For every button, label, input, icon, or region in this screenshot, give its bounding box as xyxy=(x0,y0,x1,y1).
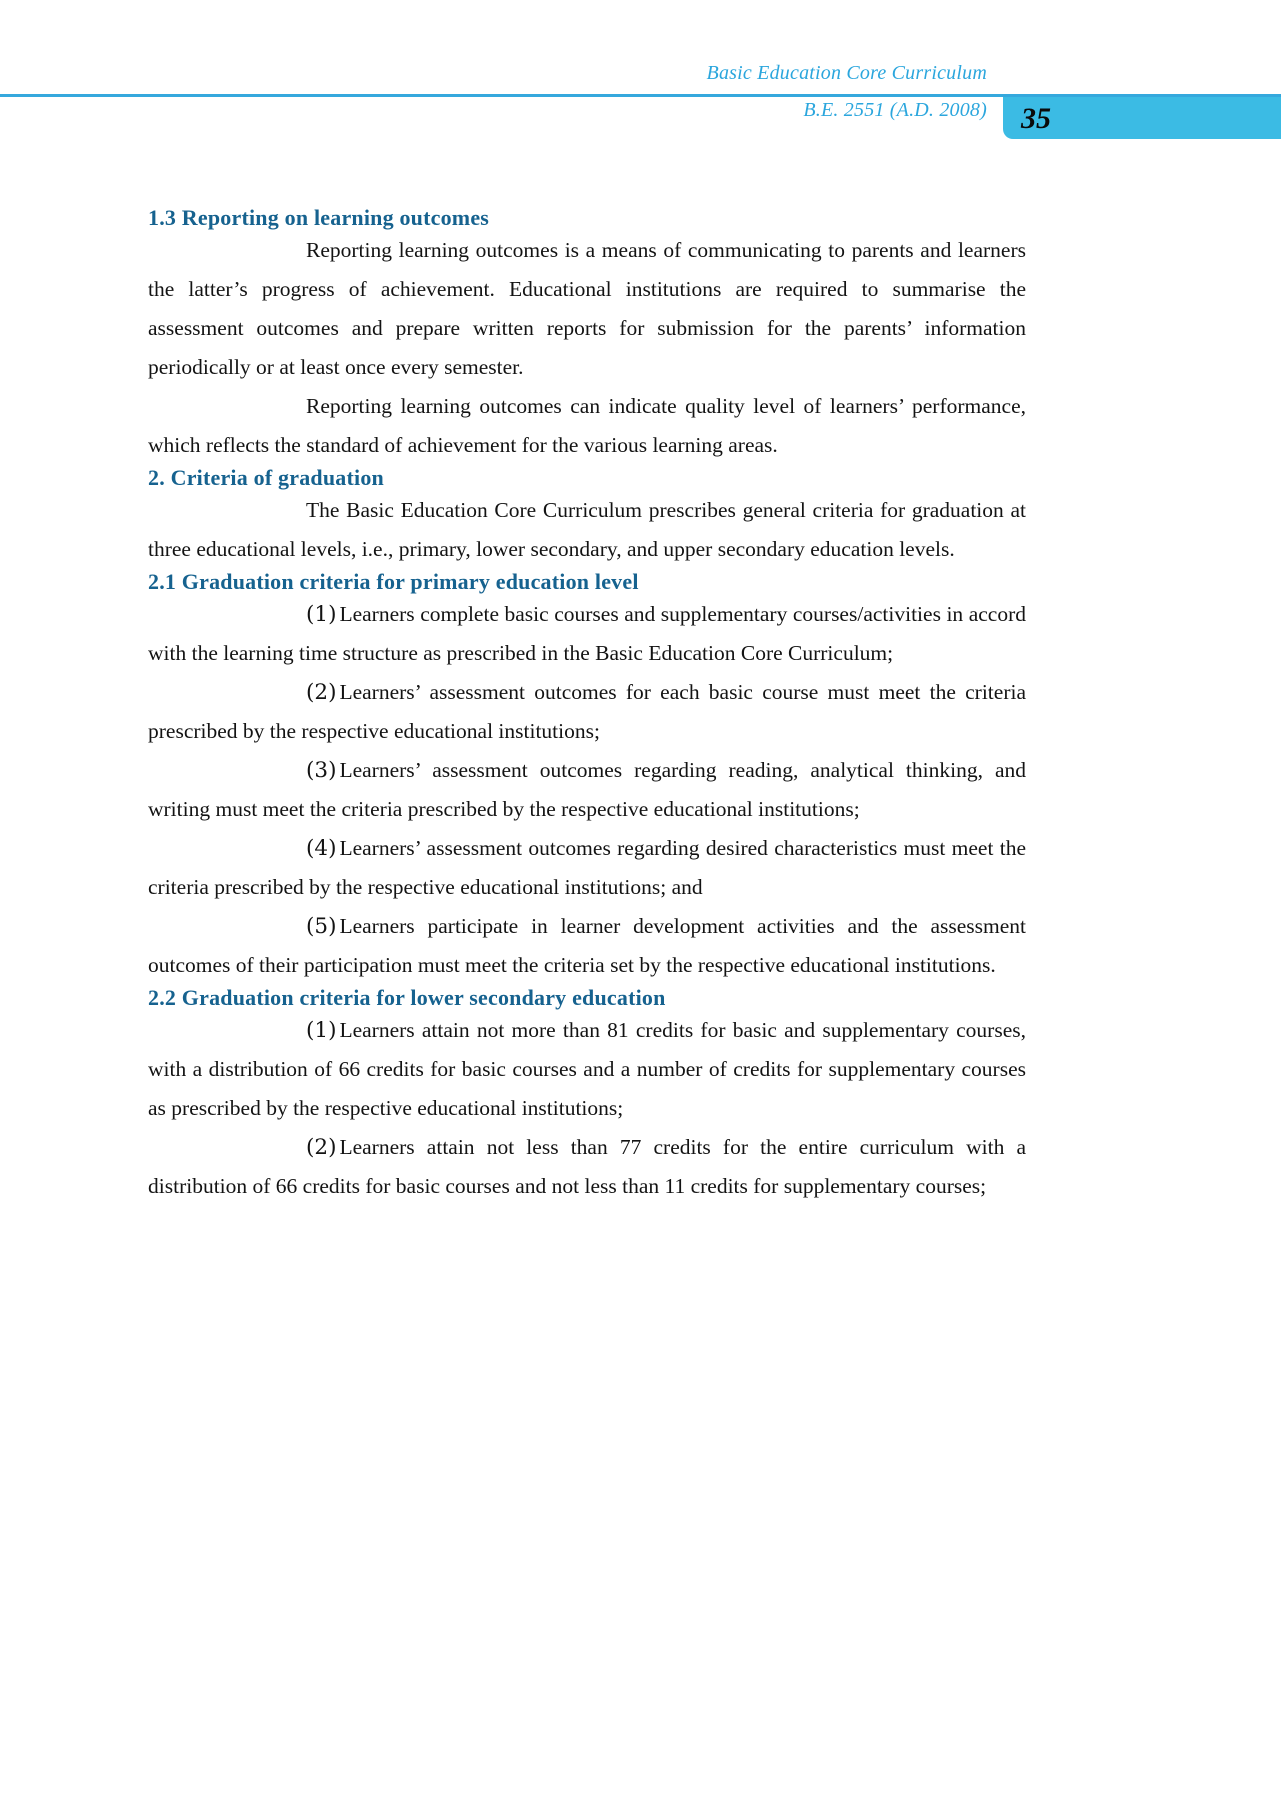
lower-secondary-item-1 xyxy=(148,1011,1026,1128)
primary-item-1 xyxy=(148,595,1026,673)
primary-item-2-text: Learners’ assessment outcomes for each basic course must meet the criteria prescribed by the respective educational institutions; xyxy=(148,680,1026,743)
primary-item-5 xyxy=(148,907,1026,985)
primary-item-1-text: Learners complete basic courses and supplementary courses/activities in accord with the learning time structure as prescribed in the Basic Education Core Curriculum; xyxy=(148,602,1026,665)
primary-item-5-text: Learners participate in learner development activities and the assessment outcomes of their participation must meet the criteria set by the respective educational institutions. xyxy=(148,914,1026,977)
page-number-badge xyxy=(1003,97,1281,139)
heading-2-criteria-of-graduation: 2. Criteria of graduation xyxy=(148,465,384,490)
primary-item-3-number: (3) xyxy=(306,758,337,783)
running-header-subtitle: B.E. 2551 (A.D. 2008) xyxy=(803,99,987,121)
page-number: 35 xyxy=(1021,102,1051,135)
primary-item-2 xyxy=(148,673,1026,751)
primary-item-1-number: (1) xyxy=(306,602,337,627)
primary-item-4 xyxy=(148,829,1026,907)
heading-2-2-lower-secondary: 2.2 Graduation criteria for lower secondary education xyxy=(148,985,666,1010)
lower-secondary-item-1-text: Learners attain not more than 81 credits for basic and supplementary courses, with a distribution of 66 credits for basic courses and a number of credits for supplementary courses as prescribed by the respective educational institutions; xyxy=(148,1018,1026,1120)
page-header xyxy=(0,0,1281,150)
paragraph-reporting-intro: Reporting learning outcomes is a means of communicating to parents and learners the latter’s progress of achievement. Educational institutions are required to summarise the assessment outcomes and prepare written reports for submission for the parents’ information periodically or at least once every semester. xyxy=(148,238,1026,379)
page-content xyxy=(148,205,1026,1206)
paragraph-criteria-intro: The Basic Education Core Curriculum prescribes general criteria for graduation at three educational levels, i.e., primary, lower secondary, and upper secondary education levels. xyxy=(148,498,1026,561)
lower-secondary-item-2-text: Learners attain not less than 77 credits for the entire curriculum with a distribution of 66 credits for basic courses and not less than 11 credits for supplementary courses; xyxy=(148,1135,1026,1198)
running-header-title: Basic Education Core Curriculum xyxy=(706,62,987,84)
primary-item-4-number: (4) xyxy=(306,836,337,861)
paragraph-reporting-quality: Reporting learning outcomes can indicate quality level of learners’ performance, which reflects the standard of achievement for the various learning areas. xyxy=(148,394,1026,457)
primary-item-5-number: (5) xyxy=(306,914,337,939)
primary-item-3-text: Learners’ assessment outcomes regarding reading, analytical thinking, and writing must meet the criteria prescribed by the respective educational institutions; xyxy=(148,758,1026,821)
primary-item-3 xyxy=(148,751,1026,829)
primary-item-2-number: (2) xyxy=(306,680,337,705)
heading-1-3: 1.3 Reporting on learning outcomes xyxy=(148,205,490,230)
primary-item-4-text: Learners’ assessment outcomes regarding desired characteristics must meet the criteria prescribed by the respective educational institutions; and xyxy=(148,836,1026,899)
lower-secondary-item-1-number: (1) xyxy=(306,1018,337,1043)
lower-secondary-item-2 xyxy=(148,1128,1026,1206)
heading-2-1-primary-education: 2.1 Graduation criteria for primary education level xyxy=(148,569,639,594)
lower-secondary-item-2-number: (2) xyxy=(306,1135,337,1160)
